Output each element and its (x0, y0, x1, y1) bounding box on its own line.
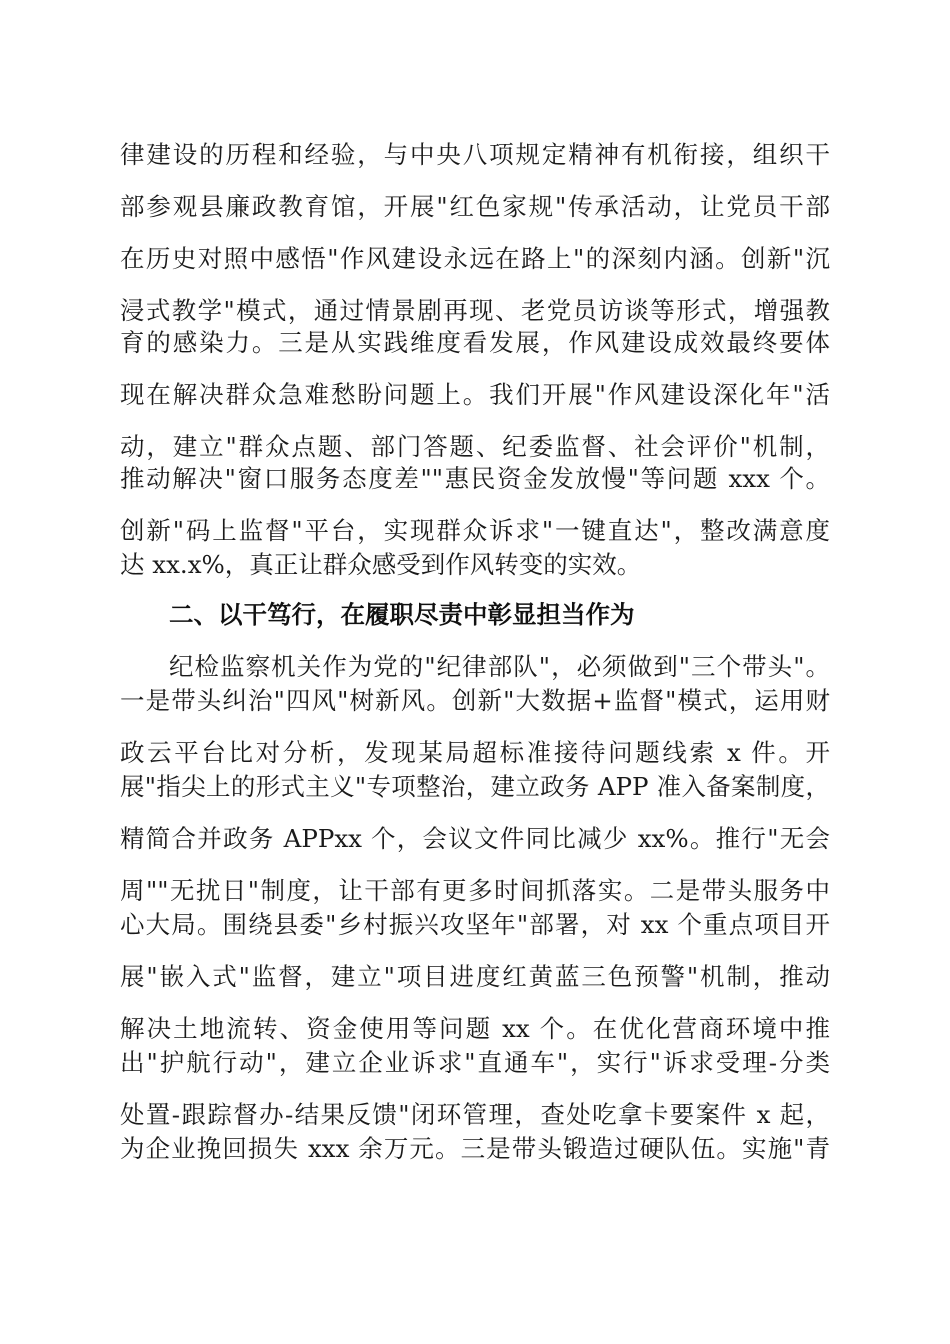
paragraph-1-line-8: 推动解决"窗口服务态度差""惠民资金发放慢"等问题 xxx 个。 (120, 464, 830, 493)
paragraph-1-line-4: 浸式教学"模式，通过情景剧再现、老党员访谈等形式，增强教 (120, 296, 830, 325)
paragraph-2-line-12: 为企业挽回损失 xxx 余万元。三是带头锻造过硬队伍。实施"青 (120, 1134, 830, 1163)
paragraph-1-line-9: 创新"码上监督"平台，实现群众诉求"一键直达"，整改满意度 (120, 516, 830, 545)
paragraph-1-line-7: 动，建立"群众点题、部门答题、纪委监督、社会评价"机制， (120, 432, 830, 461)
paragraph-2-line-9: 解决土地流转、资金使用等问题 xx 个。在优化营商环境中推 (120, 1014, 830, 1043)
paragraph-2-line-4: 展"指尖上的形式主义"专项整治，建立政务 APP 准入备案制度， (120, 772, 830, 801)
paragraph-2-line-8: 展"嵌入式"监督，建立"项目进度红黄蓝三色预警"机制，推动 (120, 962, 830, 991)
paragraph-2-line-7: 心大局。围绕县委"乡村振兴攻坚年"部署，对 xx 个重点项目开 (120, 910, 830, 939)
paragraph-2-line-3: 政云平台比对分析，发现某局超标准接待问题线索 x 件。开 (120, 738, 830, 767)
paragraph-1-line-5: 育的感染力。三是从实践维度看发展，作风建设成效最终要体 (120, 328, 830, 357)
paragraph-2-line-5: 精简合并政务 APPxx 个，会议文件同比减少 xx%。推行"无会 (120, 824, 830, 853)
paragraph-1-line-1: 律建设的历程和经验，与中央八项规定精神有机衔接，组织干 (120, 140, 830, 169)
paragraph-2-line-6: 周""无扰日"制度，让干部有更多时间抓落实。二是带头服务中 (120, 876, 830, 905)
paragraph-2-line-11: 处置-跟踪督办-结果反馈"闭环管理，查处吃拿卡要案件 x 起， (120, 1100, 830, 1129)
paragraph-1-line-3: 在历史对照中感悟"作风建设永远在路上"的深刻内涵。创新"沉 (120, 244, 830, 273)
section-heading: 二、以干笃行，在履职尽责中彰显担当作为 (169, 600, 635, 629)
paragraph-2-line-10: 出"护航行动"，建立企业诉求"直通车"，实行"诉求受理-分类 (120, 1048, 830, 1077)
paragraph-1-line-10: 达 xx.x%，真正让群众感受到作风转变的实效。 (120, 550, 642, 579)
paragraph-2-line-2: 一是带头纠治"四风"树新风。创新"大数据+监督"模式，运用财 (120, 686, 830, 715)
paragraph-1-line-2: 部参观县廉政教育馆，开展"红色家规"传承活动，让党员干部 (120, 192, 830, 221)
paragraph-1-line-6: 现在解决群众急难愁盼问题上。我们开展"作风建设深化年"活 (120, 380, 830, 409)
paragraph-2-line-1: 纪检监察机关作为党的"纪律部队"，必须做到"三个带头"。 (169, 652, 830, 681)
